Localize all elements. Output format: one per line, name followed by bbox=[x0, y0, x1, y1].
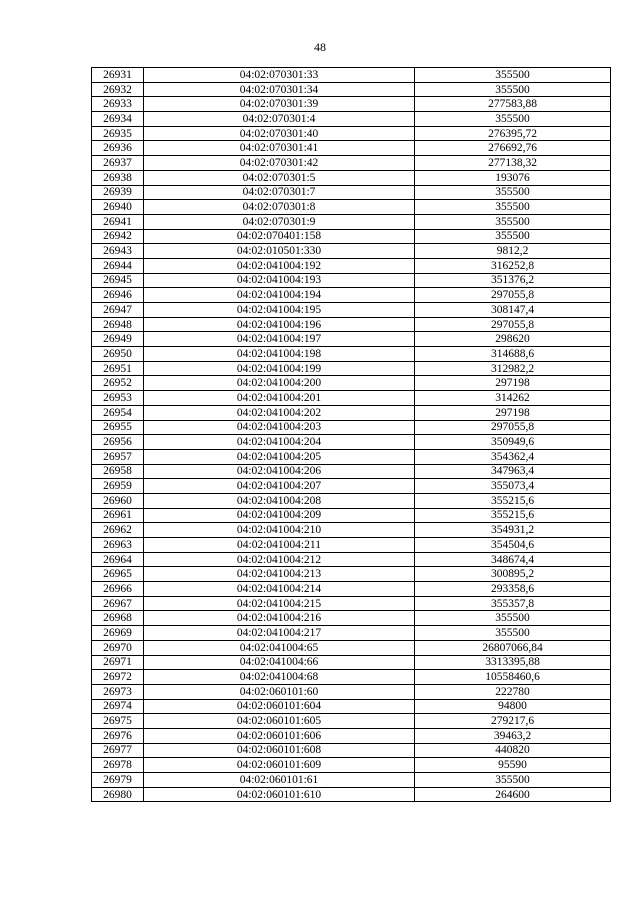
row-number-cell: 26952 bbox=[92, 376, 144, 391]
table-row bbox=[92, 229, 611, 244]
row-number-cell: 26978 bbox=[92, 758, 144, 773]
cadastral-number-cell: 04:02:070301:39 bbox=[144, 97, 415, 112]
table-row bbox=[92, 420, 611, 435]
cadastral-number-cell: 04:02:041004:214 bbox=[144, 582, 415, 597]
cadastral-number-cell: 04:02:070301:7 bbox=[144, 185, 415, 200]
table-row bbox=[92, 567, 611, 582]
cadastral-value-cell: 298620 bbox=[415, 332, 611, 347]
table-row bbox=[92, 391, 611, 406]
cadastral-number-cell: 04:02:041004:206 bbox=[144, 464, 415, 479]
table-row bbox=[92, 376, 611, 391]
row-number-cell: 26949 bbox=[92, 332, 144, 347]
cadastre-value-table bbox=[91, 67, 611, 802]
row-number-cell: 26936 bbox=[92, 141, 144, 156]
table-row bbox=[92, 787, 611, 802]
row-number-cell: 26980 bbox=[92, 787, 144, 802]
table-row bbox=[92, 288, 611, 303]
table-row bbox=[92, 214, 611, 229]
table-row bbox=[92, 405, 611, 420]
cadastral-number-cell: 04:02:041004:207 bbox=[144, 479, 415, 494]
cadastral-number-cell: 04:02:070301:33 bbox=[144, 68, 415, 83]
table-row bbox=[92, 170, 611, 185]
cadastral-value-cell: 355073,4 bbox=[415, 479, 611, 494]
cadastral-value-cell: 355500 bbox=[415, 112, 611, 127]
table-row bbox=[92, 273, 611, 288]
cadastral-number-cell: 04:02:070301:4 bbox=[144, 112, 415, 127]
cadastral-value-cell: 293358,6 bbox=[415, 582, 611, 597]
row-number-cell: 26948 bbox=[92, 317, 144, 332]
cadastral-value-cell: 39463,2 bbox=[415, 728, 611, 743]
cadastral-number-cell: 04:02:041004:213 bbox=[144, 567, 415, 582]
cadastral-value-cell: 314688,6 bbox=[415, 347, 611, 362]
row-number-cell: 26961 bbox=[92, 508, 144, 523]
cadastral-number-cell: 04:02:070301:5 bbox=[144, 170, 415, 185]
row-number-cell: 26970 bbox=[92, 640, 144, 655]
row-number-cell: 26963 bbox=[92, 538, 144, 553]
row-number-cell: 26955 bbox=[92, 420, 144, 435]
table-row bbox=[92, 200, 611, 215]
row-number-cell: 26976 bbox=[92, 728, 144, 743]
table-row bbox=[92, 141, 611, 156]
cadastral-value-cell: 355500 bbox=[415, 229, 611, 244]
table-row bbox=[92, 68, 611, 83]
cadastral-value-cell: 355500 bbox=[415, 773, 611, 788]
cadastral-value-cell: 26807066,84 bbox=[415, 640, 611, 655]
table-row bbox=[92, 479, 611, 494]
cadastral-value-cell: 347963,4 bbox=[415, 464, 611, 479]
cadastral-value-cell: 355500 bbox=[415, 611, 611, 626]
table-row bbox=[92, 156, 611, 171]
cadastral-number-cell: 04:02:041004:201 bbox=[144, 391, 415, 406]
table-row bbox=[92, 303, 611, 318]
cadastral-number-cell: 04:02:041004:197 bbox=[144, 332, 415, 347]
table-row bbox=[92, 538, 611, 553]
row-number-cell: 26971 bbox=[92, 655, 144, 670]
cadastral-value-cell: 355215,6 bbox=[415, 508, 611, 523]
cadastral-number-cell: 04:02:041004:195 bbox=[144, 303, 415, 318]
cadastral-number-cell: 04:02:070301:8 bbox=[144, 200, 415, 215]
cadastral-number-cell: 04:02:041004:203 bbox=[144, 420, 415, 435]
cadastral-value-cell: 355500 bbox=[415, 626, 611, 641]
row-number-cell: 26959 bbox=[92, 479, 144, 494]
table-row bbox=[92, 464, 611, 479]
cadastral-value-cell: 355215,6 bbox=[415, 493, 611, 508]
table-row bbox=[92, 258, 611, 273]
table-row bbox=[92, 714, 611, 729]
table-row bbox=[92, 684, 611, 699]
row-number-cell: 26950 bbox=[92, 347, 144, 362]
cadastral-value-cell: 354362,4 bbox=[415, 449, 611, 464]
row-number-cell: 26965 bbox=[92, 567, 144, 582]
cadastral-value-cell: 277583,88 bbox=[415, 97, 611, 112]
row-number-cell: 26932 bbox=[92, 82, 144, 97]
row-number-cell: 26973 bbox=[92, 684, 144, 699]
table-row bbox=[92, 699, 611, 714]
cadastral-value-cell: 276395,72 bbox=[415, 126, 611, 141]
row-number-cell: 26964 bbox=[92, 552, 144, 567]
cadastral-number-cell: 04:02:041004:209 bbox=[144, 508, 415, 523]
row-number-cell: 26938 bbox=[92, 170, 144, 185]
table-row bbox=[92, 626, 611, 641]
row-number-cell: 26946 bbox=[92, 288, 144, 303]
cadastral-value-cell: 297055,8 bbox=[415, 317, 611, 332]
cadastral-value-cell: 355500 bbox=[415, 68, 611, 83]
cadastral-value-cell: 10558460,6 bbox=[415, 670, 611, 685]
cadastral-value-cell: 277138,32 bbox=[415, 156, 611, 171]
row-number-cell: 26962 bbox=[92, 523, 144, 538]
cadastral-value-cell: 222780 bbox=[415, 684, 611, 699]
row-number-cell: 26945 bbox=[92, 273, 144, 288]
table-row bbox=[92, 773, 611, 788]
cadastral-number-cell: 04:02:041004:208 bbox=[144, 493, 415, 508]
table-row bbox=[92, 596, 611, 611]
row-number-cell: 26944 bbox=[92, 258, 144, 273]
table-body bbox=[92, 68, 611, 802]
table-row bbox=[92, 244, 611, 259]
cadastral-number-cell: 04:02:060101:608 bbox=[144, 743, 415, 758]
cadastral-number-cell: 04:02:060101:609 bbox=[144, 758, 415, 773]
cadastral-number-cell: 04:02:010501:330 bbox=[144, 244, 415, 259]
table-row bbox=[92, 743, 611, 758]
cadastral-number-cell: 04:02:041004:198 bbox=[144, 347, 415, 362]
cadastral-number-cell: 04:02:041004:199 bbox=[144, 361, 415, 376]
row-number-cell: 26972 bbox=[92, 670, 144, 685]
cadastral-number-cell: 04:02:070301:41 bbox=[144, 141, 415, 156]
cadastral-value-cell: 95590 bbox=[415, 758, 611, 773]
cadastral-number-cell: 04:02:070301:34 bbox=[144, 82, 415, 97]
cadastral-value-cell: 193076 bbox=[415, 170, 611, 185]
row-number-cell: 26947 bbox=[92, 303, 144, 318]
row-number-cell: 26940 bbox=[92, 200, 144, 215]
cadastral-value-cell: 350949,6 bbox=[415, 435, 611, 450]
table-row bbox=[92, 185, 611, 200]
row-number-cell: 26967 bbox=[92, 596, 144, 611]
row-number-cell: 26935 bbox=[92, 126, 144, 141]
cadastral-number-cell: 04:02:060101:606 bbox=[144, 728, 415, 743]
row-number-cell: 26966 bbox=[92, 582, 144, 597]
cadastral-number-cell: 04:02:041004:200 bbox=[144, 376, 415, 391]
table-row bbox=[92, 523, 611, 538]
table-row bbox=[92, 435, 611, 450]
cadastral-number-cell: 04:02:060101:610 bbox=[144, 787, 415, 802]
table-row bbox=[92, 361, 611, 376]
cadastral-number-cell: 04:02:041004:216 bbox=[144, 611, 415, 626]
cadastral-value-cell: 308147,4 bbox=[415, 303, 611, 318]
cadastral-value-cell: 355500 bbox=[415, 185, 611, 200]
row-number-cell: 26956 bbox=[92, 435, 144, 450]
cadastral-value-cell: 297198 bbox=[415, 376, 611, 391]
table-row bbox=[92, 347, 611, 362]
cadastral-number-cell: 04:02:041004:194 bbox=[144, 288, 415, 303]
cadastral-value-cell: 297055,8 bbox=[415, 288, 611, 303]
row-number-cell: 26939 bbox=[92, 185, 144, 200]
row-number-cell: 26979 bbox=[92, 773, 144, 788]
cadastral-value-cell: 94800 bbox=[415, 699, 611, 714]
cadastral-number-cell: 04:02:041004:66 bbox=[144, 655, 415, 670]
table-row bbox=[92, 670, 611, 685]
row-number-cell: 26943 bbox=[92, 244, 144, 259]
cadastral-number-cell: 04:02:060101:60 bbox=[144, 684, 415, 699]
cadastral-number-cell: 04:02:041004:192 bbox=[144, 258, 415, 273]
table-row bbox=[92, 449, 611, 464]
row-number-cell: 26934 bbox=[92, 112, 144, 127]
row-number-cell: 26958 bbox=[92, 464, 144, 479]
table-row bbox=[92, 112, 611, 127]
row-number-cell: 26933 bbox=[92, 97, 144, 112]
cadastral-number-cell: 04:02:060101:61 bbox=[144, 773, 415, 788]
cadastral-number-cell: 04:02:041004:202 bbox=[144, 405, 415, 420]
cadastral-number-cell: 04:02:041004:204 bbox=[144, 435, 415, 450]
cadastral-value-cell: 312982,2 bbox=[415, 361, 611, 376]
cadastral-number-cell: 04:02:041004:193 bbox=[144, 273, 415, 288]
cadastral-value-cell: 300895,2 bbox=[415, 567, 611, 582]
cadastral-number-cell: 04:02:070301:40 bbox=[144, 126, 415, 141]
cadastral-number-cell: 04:02:041004:205 bbox=[144, 449, 415, 464]
cadastral-number-cell: 04:02:041004:68 bbox=[144, 670, 415, 685]
cadastral-number-cell: 04:02:060101:604 bbox=[144, 699, 415, 714]
table-row bbox=[92, 758, 611, 773]
cadastral-value-cell: 3313395,88 bbox=[415, 655, 611, 670]
cadastral-value-cell: 297055,8 bbox=[415, 420, 611, 435]
cadastral-number-cell: 04:02:041004:65 bbox=[144, 640, 415, 655]
cadastral-number-cell: 04:02:070301:42 bbox=[144, 156, 415, 171]
row-number-cell: 26975 bbox=[92, 714, 144, 729]
cadastral-value-cell: 355500 bbox=[415, 200, 611, 215]
row-number-cell: 26957 bbox=[92, 449, 144, 464]
row-number-cell: 26954 bbox=[92, 405, 144, 420]
table-row bbox=[92, 640, 611, 655]
row-number-cell: 26977 bbox=[92, 743, 144, 758]
table-row bbox=[92, 82, 611, 97]
table-row bbox=[92, 655, 611, 670]
cadastral-value-cell: 355500 bbox=[415, 82, 611, 97]
row-number-cell: 26969 bbox=[92, 626, 144, 641]
row-number-cell: 26937 bbox=[92, 156, 144, 171]
cadastral-number-cell: 04:02:041004:196 bbox=[144, 317, 415, 332]
cadastral-number-cell: 04:02:060101:605 bbox=[144, 714, 415, 729]
cadastral-number-cell: 04:02:041004:210 bbox=[144, 523, 415, 538]
cadastral-value-cell: 9812,2 bbox=[415, 244, 611, 259]
cadastral-value-cell: 348674,4 bbox=[415, 552, 611, 567]
cadastral-value-cell: 355500 bbox=[415, 214, 611, 229]
cadastral-value-cell: 351376,2 bbox=[415, 273, 611, 288]
page-number: 48 bbox=[314, 40, 326, 54]
cadastral-value-cell: 354504,6 bbox=[415, 538, 611, 553]
cadastral-value-cell: 354931,2 bbox=[415, 523, 611, 538]
cadastral-value-cell: 276692,76 bbox=[415, 141, 611, 156]
table-row bbox=[92, 552, 611, 567]
table-row bbox=[92, 728, 611, 743]
table-row bbox=[92, 317, 611, 332]
cadastral-number-cell: 04:02:041004:215 bbox=[144, 596, 415, 611]
table-row bbox=[92, 582, 611, 597]
row-number-cell: 26941 bbox=[92, 214, 144, 229]
cadastral-value-cell: 297198 bbox=[415, 405, 611, 420]
cadastral-value-cell: 316252,8 bbox=[415, 258, 611, 273]
table-row bbox=[92, 508, 611, 523]
row-number-cell: 26951 bbox=[92, 361, 144, 376]
cadastral-value-cell: 264600 bbox=[415, 787, 611, 802]
table-row bbox=[92, 493, 611, 508]
row-number-cell: 26968 bbox=[92, 611, 144, 626]
cadastral-value-cell: 440820 bbox=[415, 743, 611, 758]
row-number-cell: 26942 bbox=[92, 229, 144, 244]
cadastral-number-cell: 04:02:041004:211 bbox=[144, 538, 415, 553]
cadastral-value-cell: 279217,6 bbox=[415, 714, 611, 729]
cadastral-number-cell: 04:02:041004:212 bbox=[144, 552, 415, 567]
table-row bbox=[92, 332, 611, 347]
cadastral-value-cell: 314262 bbox=[415, 391, 611, 406]
cadastral-number-cell: 04:02:041004:217 bbox=[144, 626, 415, 641]
cadastral-number-cell: 04:02:070301:9 bbox=[144, 214, 415, 229]
row-number-cell: 26960 bbox=[92, 493, 144, 508]
table-row bbox=[92, 126, 611, 141]
table-row bbox=[92, 97, 611, 112]
table-row bbox=[92, 611, 611, 626]
row-number-cell: 26931 bbox=[92, 68, 144, 83]
cadastral-number-cell: 04:02:070401:158 bbox=[144, 229, 415, 244]
row-number-cell: 26974 bbox=[92, 699, 144, 714]
cadastral-value-cell: 355357,8 bbox=[415, 596, 611, 611]
row-number-cell: 26953 bbox=[92, 391, 144, 406]
